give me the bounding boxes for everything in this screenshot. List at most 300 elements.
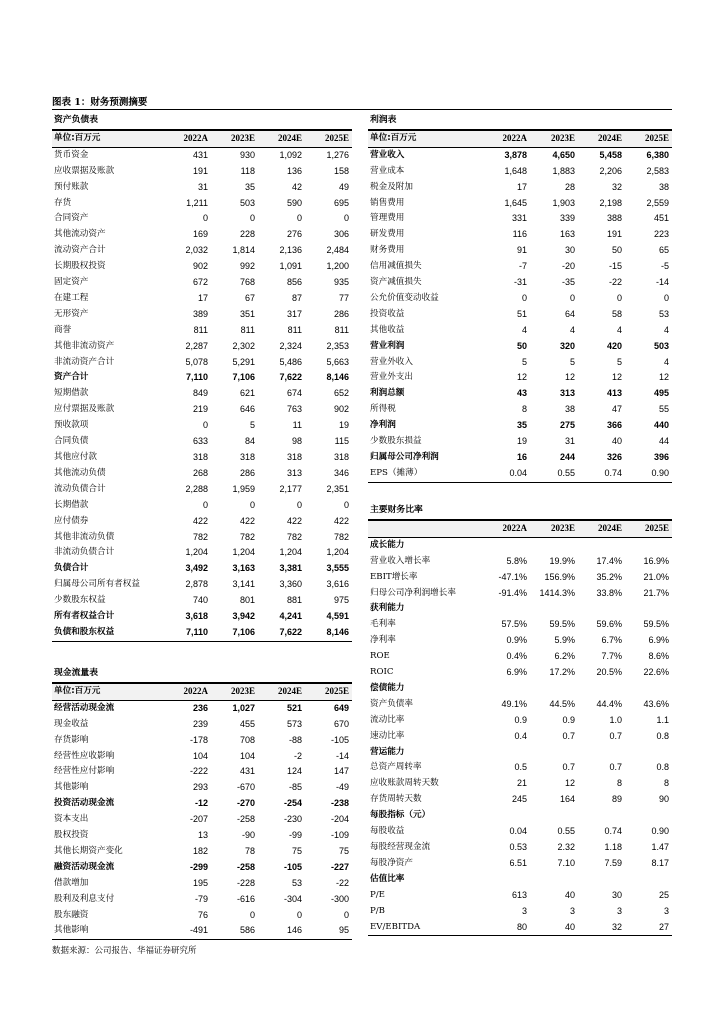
cell-value: 5 — [616, 356, 622, 367]
cell-value: 4 — [663, 324, 669, 335]
cell-value — [625, 681, 672, 697]
row-label: 预收款项 — [54, 420, 89, 431]
cell-value: -5 — [660, 261, 669, 272]
cell-value: 4,650 — [552, 149, 575, 160]
cell-value: -22 — [335, 877, 349, 888]
row-label: 应付票据及账款 — [54, 404, 115, 415]
row-label: 营业外支出 — [370, 372, 413, 383]
cell-value: 3 — [663, 905, 669, 916]
cell-value: 7,622 — [279, 372, 302, 383]
cell-value: 17.2% — [549, 667, 575, 678]
table-row — [368, 665, 672, 681]
cell-value: -299 — [189, 861, 208, 872]
cell-value: 0.55 — [530, 466, 578, 482]
cell-value: 5 — [249, 420, 255, 431]
cell-value: 320 — [559, 340, 575, 351]
row-label: 长期股权投资 — [54, 261, 106, 272]
cell-value: 0.04 — [478, 466, 530, 482]
table-row — [52, 577, 352, 593]
cell-value: 118 — [240, 165, 255, 176]
cell-value — [530, 601, 578, 617]
row-label: 非流动资产合计 — [54, 356, 115, 367]
cell-value: 396 — [653, 452, 669, 463]
cell-value: 5.8% — [506, 555, 527, 566]
cell-value — [625, 537, 672, 553]
cell-value: 98 — [291, 436, 302, 447]
row-label: 所有者权益合计 — [54, 611, 115, 622]
cell-value: 7,110 — [185, 372, 208, 383]
cell-value: 646 — [239, 404, 255, 415]
cell-value: 1,211 — [186, 197, 208, 208]
table-row — [52, 323, 352, 339]
row-label: P/B — [370, 905, 385, 916]
cell-value: 90 — [658, 794, 669, 805]
cell-value: 59.5% — [643, 619, 669, 630]
table-header — [368, 130, 672, 147]
cell-value: 276 — [286, 229, 302, 240]
cell-value: 17 — [516, 181, 527, 192]
cell-value: 503 — [653, 340, 669, 351]
row-label: 经营性应付影响 — [54, 766, 115, 777]
table-row — [368, 904, 672, 920]
table-row — [52, 275, 352, 291]
section-row — [368, 537, 672, 553]
table-row — [368, 402, 672, 418]
source-note: 数据来源：公司报告、华福证券研究所 — [52, 946, 197, 956]
cell-value: 44.4% — [596, 698, 622, 709]
row-label: 存货影响 — [54, 734, 89, 745]
table-row — [368, 697, 672, 713]
cell-value: -227 — [330, 861, 349, 872]
cell-value: 455 — [239, 718, 255, 729]
cell-value: 0.7 — [609, 762, 622, 773]
header-year: 2023E — [530, 520, 578, 537]
cell-value: -2 — [293, 750, 302, 761]
cell-value: 44 — [658, 436, 669, 447]
cell-value: 8 — [521, 404, 527, 415]
cell-value: 849 — [192, 388, 208, 399]
table-row — [368, 307, 672, 323]
table-row — [52, 402, 352, 418]
cell-value — [530, 537, 578, 553]
cell-value: 12 — [564, 778, 575, 789]
cell-value: 31 — [197, 181, 208, 192]
cell-value: 2,351 — [326, 483, 349, 494]
header-year: 2024E — [258, 683, 305, 700]
cell-value: 2,136 — [279, 245, 302, 256]
cell-value: 422 — [239, 515, 255, 526]
cell-value: 95 — [305, 923, 352, 939]
table-row — [52, 291, 352, 307]
table-row — [52, 908, 352, 924]
income-panel — [368, 113, 672, 483]
cell-value: -14 — [335, 750, 349, 761]
cell-value: 1,200 — [326, 261, 349, 272]
cell-value: 13 — [197, 830, 208, 841]
row-label: EPS（摊薄） — [368, 466, 478, 482]
row-label: 资产合计 — [54, 372, 89, 383]
cell-value: 503 — [239, 197, 255, 208]
header-year: 2023E — [211, 683, 258, 700]
cell-value: 0.8 — [656, 730, 669, 741]
cell-value: 422 — [333, 515, 349, 526]
cell-value: 33.8% — [596, 587, 622, 598]
cell-value: 1.1 — [656, 714, 669, 725]
table-row — [52, 211, 352, 227]
cell-value: 0 — [249, 909, 255, 920]
cell-value: 136 — [286, 165, 302, 176]
cell-value: 413 — [606, 388, 622, 399]
row-label: 其他流动资产 — [54, 229, 106, 240]
header-unit — [368, 520, 478, 537]
row-label: 研发费用 — [370, 229, 405, 240]
cell-value: 881 — [286, 595, 302, 606]
table-row — [52, 259, 352, 275]
cell-value: 0.8 — [656, 762, 669, 773]
row-label: 少数股东权益 — [54, 595, 106, 606]
cell-value: 19.9% — [549, 555, 575, 566]
cell-value: 318 — [239, 452, 255, 463]
row-label: 营业利润 — [370, 340, 405, 351]
cell-value: 0 — [343, 213, 349, 224]
cell-value: 440 — [653, 420, 669, 431]
row-label: 货币资金 — [54, 149, 89, 160]
table-row — [368, 211, 672, 227]
cell-value: -14 — [655, 277, 669, 288]
table-row — [52, 764, 352, 780]
table-row — [368, 243, 672, 259]
cell-value: 521 — [286, 702, 302, 713]
table-row — [52, 370, 352, 386]
table-row — [368, 617, 672, 633]
cell-value: -7 — [518, 261, 527, 272]
cell-value: 811 — [240, 324, 255, 335]
cell-value: -79 — [194, 893, 208, 904]
cell-value: -670 — [236, 782, 255, 793]
row-label: 长期借款 — [54, 499, 89, 510]
header-year: 2025E — [305, 683, 352, 700]
cell-value — [478, 601, 530, 617]
row-label: 估值比率 — [370, 873, 405, 884]
table-row — [52, 530, 352, 546]
cell-value: 318 — [333, 452, 349, 463]
row-label: P/E — [370, 889, 385, 900]
row-label: 营业收入增长率 — [370, 555, 431, 566]
row-label: 融资活动现金流 — [54, 861, 115, 872]
table-row — [52, 339, 352, 355]
cell-value: 268 — [192, 467, 208, 478]
cashflow-table — [52, 683, 352, 941]
cell-value: 420 — [606, 340, 622, 351]
row-label: 其他长期资产变化 — [54, 845, 123, 856]
cell-value: -22 — [608, 277, 622, 288]
row-label: ROIC — [370, 667, 394, 678]
table-row — [368, 554, 672, 570]
cell-value: -105 — [283, 861, 302, 872]
cell-value: 6.9% — [648, 635, 669, 646]
cell-value: 27 — [625, 920, 672, 936]
cell-value: 782 — [192, 531, 208, 542]
cell-value: -49 — [335, 782, 349, 793]
table-row — [52, 498, 352, 514]
cell-value: 8.6% — [648, 651, 669, 662]
row-label: 资产负债率 — [370, 698, 413, 709]
row-label: 其他影响 — [52, 923, 160, 939]
table-row — [368, 323, 672, 339]
cell-value: 7.59 — [604, 857, 622, 868]
cell-value: 12 — [611, 372, 622, 383]
row-label: EV/EBITDA — [368, 920, 478, 936]
cell-value: 2,353 — [326, 340, 349, 351]
cell-value: 992 — [239, 261, 255, 272]
cell-value: 5 — [521, 356, 527, 367]
cell-value: 146 — [258, 923, 305, 939]
cell-value: 38 — [658, 181, 669, 192]
cell-value: -91.4% — [498, 587, 527, 598]
cell-value: 40 — [530, 920, 578, 936]
cell-value: 672 — [192, 277, 208, 288]
cell-value: 801 — [239, 595, 255, 606]
cell-value: 3 — [521, 905, 527, 916]
cell-value: -258 — [236, 814, 255, 825]
cell-value: 16.9% — [643, 555, 669, 566]
header-year: 2025E — [625, 520, 672, 537]
row-label: 公允价值变动收益 — [370, 292, 439, 303]
cell-value: 67 — [244, 292, 255, 303]
cell-value: 8 — [663, 778, 669, 789]
header-year: 2024E — [578, 520, 625, 537]
cell-value: 47 — [611, 404, 622, 415]
table-row — [368, 729, 672, 745]
cell-value: 0 — [202, 499, 208, 510]
cell-value: 856 — [286, 277, 302, 288]
table-row — [368, 824, 672, 840]
cell-value: 935 — [333, 277, 349, 288]
cell-value: -99 — [288, 830, 302, 841]
header-year: 2022A — [478, 520, 530, 537]
cell-value: 5,486 — [279, 356, 302, 367]
row-label: 其他非流动资产 — [54, 340, 115, 351]
cell-value — [578, 601, 625, 617]
row-label: 其他影响 — [54, 782, 89, 793]
cell-value: 3,492 — [185, 563, 208, 574]
cell-value: 6.7% — [601, 635, 622, 646]
cell-value: 104 — [239, 750, 255, 761]
cell-value: -109 — [330, 830, 349, 841]
cell-value: 2,484 — [326, 245, 349, 256]
row-label: 净利润 — [370, 420, 396, 431]
cell-value: 5.9% — [554, 635, 575, 646]
cell-value: 275 — [559, 420, 575, 431]
cell-value: 0 — [663, 292, 669, 303]
cell-value: 1,903 — [552, 197, 575, 208]
section-row — [368, 872, 672, 888]
cell-value: 4 — [569, 324, 575, 335]
table-row — [52, 450, 352, 466]
cell-value — [530, 808, 578, 824]
table-row — [368, 275, 672, 291]
cell-value: 8,146 — [305, 625, 352, 641]
table-row — [368, 259, 672, 275]
row-label: 预付账款 — [54, 181, 89, 192]
cell-value: 4,591 — [326, 611, 349, 622]
cell-value: 0 — [296, 909, 302, 920]
table-row — [52, 227, 352, 243]
row-label: 其他非流动负债 — [54, 531, 115, 542]
balance-sheet-table — [52, 130, 352, 642]
cell-value: 1.47 — [651, 842, 669, 853]
cell-value: 164 — [559, 794, 575, 805]
cell-value: 53 — [291, 877, 302, 888]
cell-value: 0.9 — [514, 714, 527, 725]
header-unit: 单位:百万元 — [52, 683, 160, 700]
table-row — [52, 434, 352, 450]
cell-value: 7,110 — [160, 625, 211, 641]
row-label: 成长能力 — [370, 539, 405, 550]
cell-value: 346 — [333, 467, 349, 478]
cell-value: 239 — [192, 718, 208, 729]
cell-value: 422 — [286, 515, 302, 526]
cell-value: 17 — [197, 292, 208, 303]
row-label: 负债和股东权益 — [52, 625, 160, 641]
cell-value — [478, 745, 530, 761]
header-unit: 单位:百万元 — [368, 130, 478, 147]
cell-value: 21.0% — [643, 571, 669, 582]
row-label: 管理费用 — [370, 213, 405, 224]
cell-value: 0 — [202, 213, 208, 224]
cell-value: 3,163 — [232, 563, 255, 574]
table-row — [52, 609, 352, 625]
cell-value: 58 — [611, 308, 622, 319]
cell-value: -178 — [189, 734, 208, 745]
table-row — [52, 196, 352, 212]
row-label: 非流动负债合计 — [54, 547, 115, 558]
row-label: 经营性应收影响 — [54, 750, 115, 761]
cell-value: 293 — [192, 782, 208, 793]
row-label: 负债合计 — [54, 563, 89, 574]
cell-value: 30 — [564, 245, 575, 256]
cell-value: 35.2% — [596, 571, 622, 582]
row-label: 流动资产合计 — [54, 245, 106, 256]
cell-value: -300 — [330, 893, 349, 904]
row-label: 投资活动现金流 — [54, 798, 115, 809]
cell-value: 422 — [192, 515, 208, 526]
table-row — [368, 633, 672, 649]
table-row — [52, 243, 352, 259]
row-label: 销售费用 — [370, 197, 405, 208]
cell-value: 2,302 — [232, 340, 255, 351]
cell-value: 195 — [192, 877, 208, 888]
table-row — [368, 227, 672, 243]
cell-value: -228 — [236, 877, 255, 888]
cell-value: 573 — [286, 718, 302, 729]
cell-value: 1,648 — [504, 165, 527, 176]
cell-value: -616 — [236, 893, 255, 904]
row-label: 其他流动负债 — [54, 467, 106, 478]
cell-value: 7.10 — [557, 857, 575, 868]
table-row — [52, 892, 352, 908]
cell-value: 0.90 — [625, 466, 672, 482]
table-row — [368, 339, 672, 355]
cell-value: -270 — [236, 798, 255, 809]
cell-value: 2,878 — [185, 579, 208, 590]
cell-value: 12 — [564, 372, 575, 383]
row-label: 应付债券 — [54, 515, 89, 526]
cell-value: 2,177 — [279, 483, 302, 494]
table-row — [52, 514, 352, 530]
cell-value: -105 — [330, 734, 349, 745]
row-label: 固定资产 — [54, 277, 89, 288]
section-row — [368, 745, 672, 761]
cell-value: 20.5% — [596, 667, 622, 678]
table-row — [368, 434, 672, 450]
header-year: 2024E — [578, 130, 625, 147]
cell-value: 2,287 — [185, 340, 208, 351]
cell-value: 6.2% — [554, 651, 575, 662]
table-row — [368, 776, 672, 792]
row-label: 总资产周转率 — [370, 762, 422, 773]
cell-value — [578, 808, 625, 824]
table-row — [52, 307, 352, 323]
cell-value: 0 — [343, 499, 349, 510]
cell-value: 11 — [292, 420, 302, 431]
row-label: 每股指标（元） — [370, 810, 431, 821]
cell-value: 64 — [564, 308, 575, 319]
cell-value: 59.5% — [549, 619, 575, 630]
cell-value: 633 — [192, 436, 208, 447]
cell-value: 89 — [611, 794, 622, 805]
cell-value: 5,663 — [326, 356, 349, 367]
row-label: 无形资产 — [54, 308, 89, 319]
row-label: 利润总额 — [370, 388, 405, 399]
cell-value: 76 — [197, 909, 208, 920]
cell-value: 3,360 — [279, 579, 302, 590]
table-header — [52, 130, 352, 147]
cell-value: 32 — [578, 920, 625, 936]
row-label: 存货周转天数 — [370, 794, 422, 805]
cell-value: 8 — [616, 778, 622, 789]
cell-value: 3,618 — [185, 611, 208, 622]
cell-value: 31 — [564, 436, 575, 447]
cell-value: 902 — [333, 404, 349, 415]
cell-value: 228 — [239, 229, 255, 240]
cell-value: 811 — [334, 324, 349, 335]
row-label: 股利及利息支付 — [54, 893, 115, 904]
row-label: 流动负债合计 — [54, 483, 106, 494]
cell-value: 4 — [616, 324, 622, 335]
table-row — [368, 466, 672, 482]
header-year: 2025E — [625, 130, 672, 147]
cell-value: 219 — [192, 404, 208, 415]
row-label: 营业成本 — [370, 165, 405, 176]
section-row — [368, 808, 672, 824]
cell-value: 80 — [478, 920, 530, 936]
cell-value: 286 — [239, 467, 255, 478]
cell-value: 0 — [249, 213, 255, 224]
cell-value: 7,106 — [232, 372, 255, 383]
table-row — [368, 450, 672, 466]
ratios-table — [368, 520, 672, 937]
row-label: 归属母公司净利润 — [370, 452, 439, 463]
cell-value: 6.9% — [506, 667, 527, 678]
cell-value: -20 — [561, 261, 575, 272]
cell-value: 1,092 — [279, 149, 302, 160]
row-label: ROE — [370, 651, 390, 662]
table-row — [52, 780, 352, 796]
cell-value: 0.7 — [562, 730, 575, 741]
cell-value: 236 — [192, 702, 208, 713]
cell-value: 1.0 — [609, 714, 622, 725]
